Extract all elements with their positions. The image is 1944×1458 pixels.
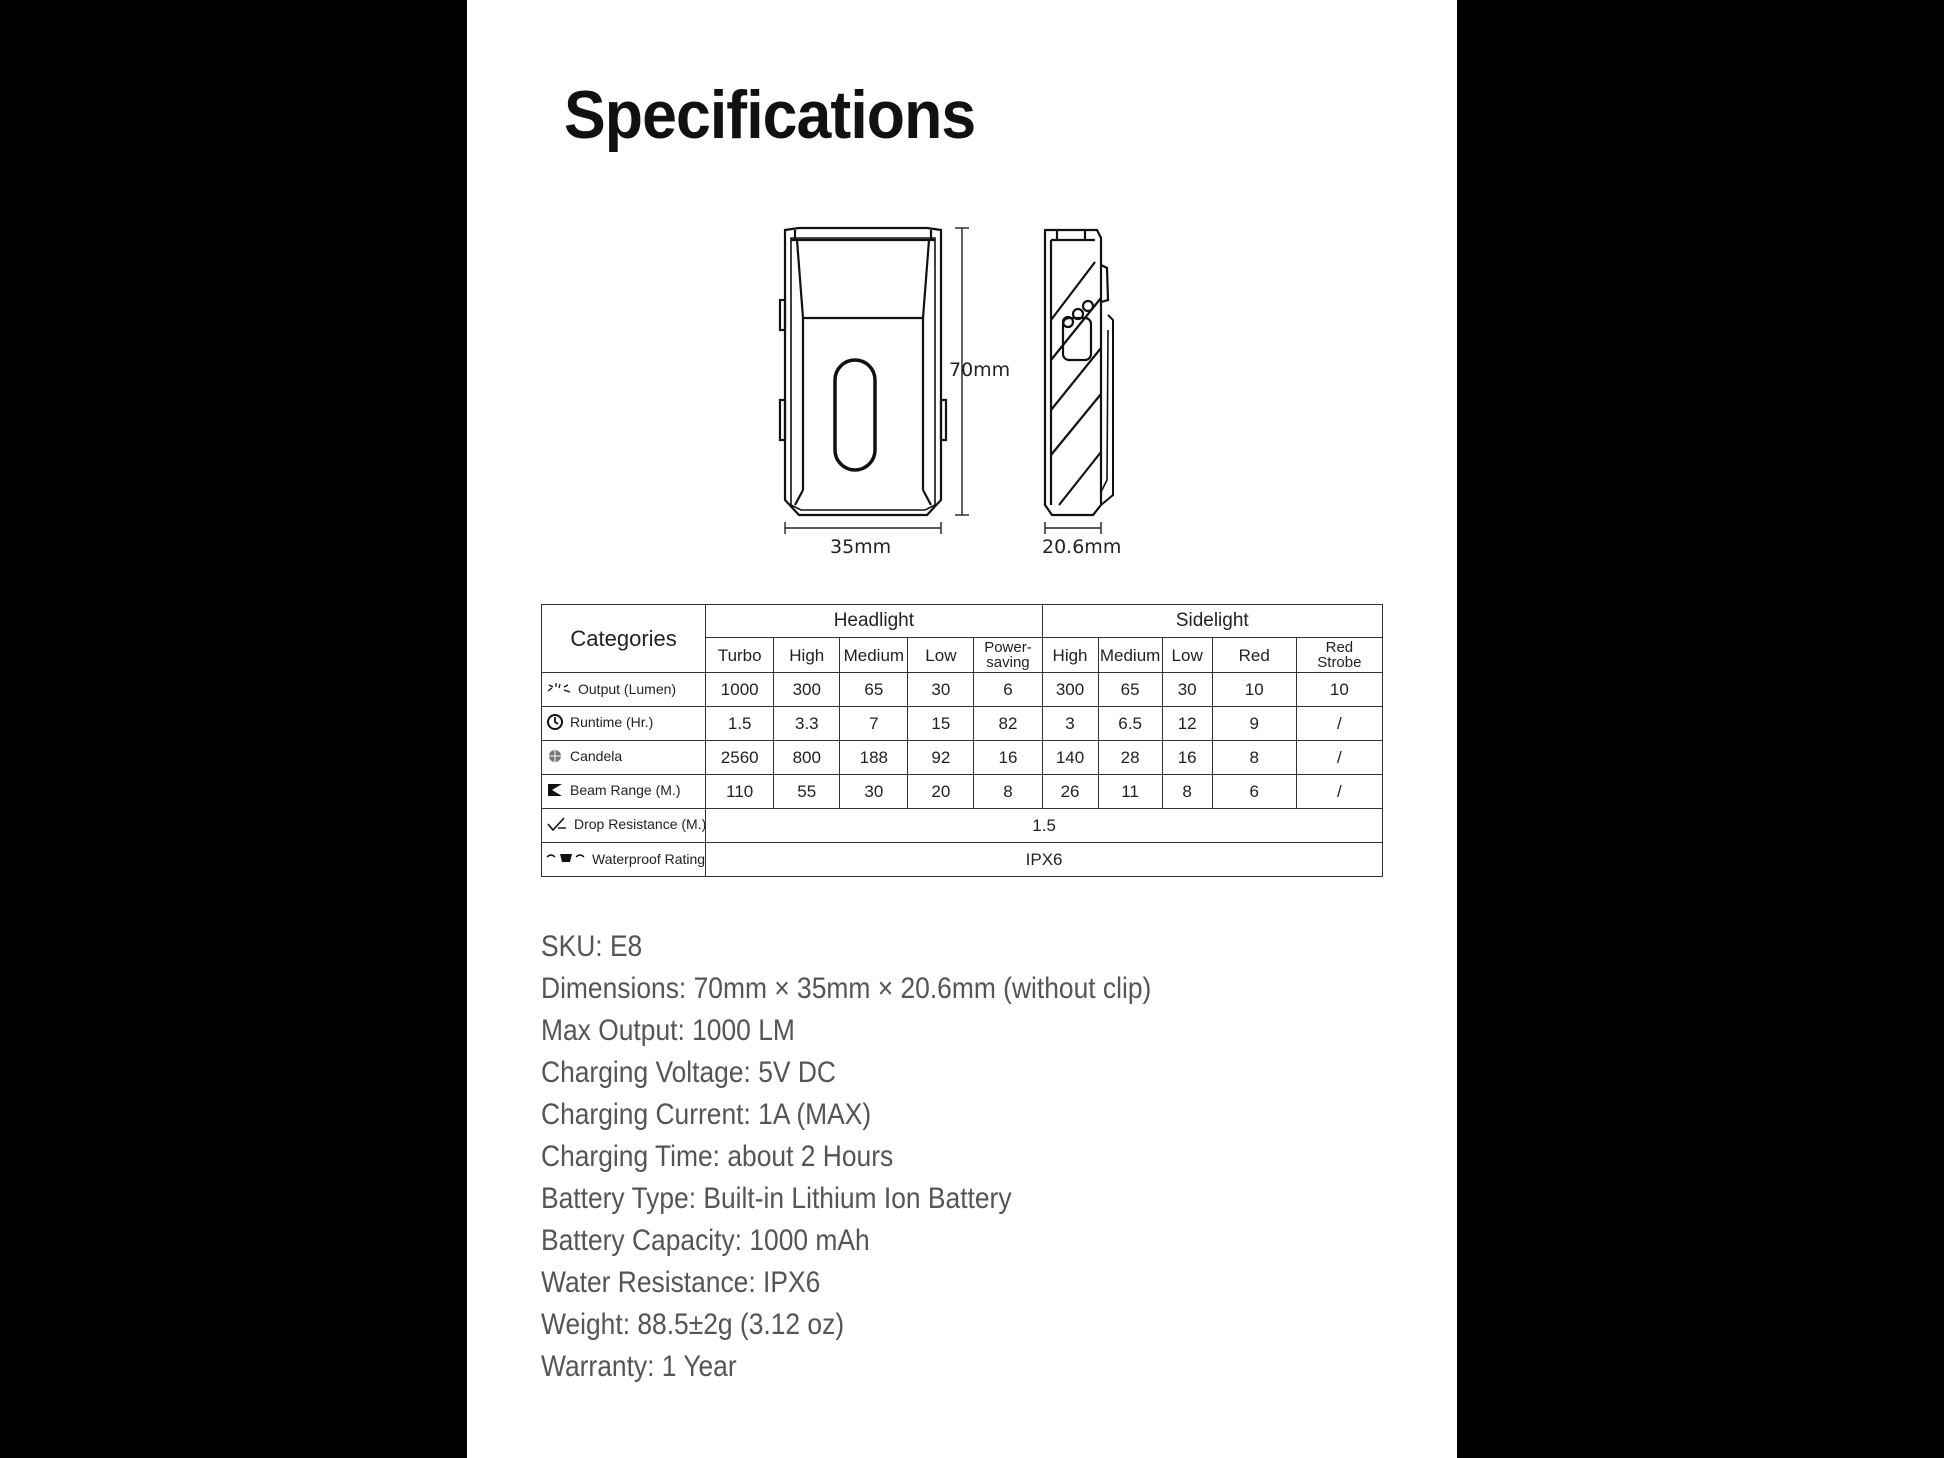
table-cell: 188 (840, 741, 908, 775)
spec-list (541, 926, 1235, 1388)
spec-page (467, 0, 1457, 1458)
table-cell: 110 (706, 775, 774, 809)
row-label: Candela (570, 748, 623, 765)
table-cell: 82 (974, 707, 1042, 741)
spec-item: Battery Capacity: 1000 mAh (541, 1224, 870, 1257)
mode-header: Medium (840, 638, 908, 673)
table-cell: 11 (1098, 775, 1162, 809)
row-label-cell (542, 843, 706, 877)
row-label: Beam Range (M.) (570, 782, 681, 799)
table-cell: 8 (1162, 775, 1212, 809)
table-cell: 30 (908, 673, 974, 707)
table-cell: 15 (908, 707, 974, 741)
table-row (542, 673, 1383, 707)
spec-item: Charging Time: about 2 Hours (541, 1140, 894, 1173)
row-label-cell (542, 775, 706, 809)
mode-header: Turbo (706, 638, 774, 673)
table-cell: 10 (1212, 673, 1296, 707)
candela-icon (546, 752, 564, 768)
table-cell: / (1296, 775, 1382, 809)
table-cell: 8 (1212, 741, 1296, 775)
table-cell: 3 (1042, 707, 1098, 741)
width-dimension-label: 35mm (830, 536, 892, 558)
spec-item: Weight: 88.5±2g (3.12 oz) (541, 1308, 845, 1341)
mode-header: Low (908, 638, 974, 673)
spec-item: Charging Voltage: 5V DC (541, 1056, 836, 1089)
table-cell: 65 (1098, 673, 1162, 707)
table-cell: 1.5 (706, 707, 774, 741)
spec-item: SKU: E8 (541, 930, 643, 963)
table-cell: 65 (840, 673, 908, 707)
row-label: Runtime (Hr.) (570, 714, 654, 731)
spec-item: Charging Current: 1A (MAX) (541, 1098, 872, 1131)
table-cell: / (1296, 741, 1382, 775)
spec-item: Warranty: 1 Year (541, 1350, 737, 1383)
depth-dimension-label: 20.6mm (1042, 536, 1122, 558)
mode-header: High (774, 638, 840, 673)
row-label-cell (542, 673, 706, 707)
row-label-cell (542, 707, 706, 741)
table-cell: 300 (1042, 673, 1098, 707)
mode-header: Low (1162, 638, 1212, 673)
table-cell: 55 (774, 775, 840, 809)
table-cell: / (1296, 707, 1382, 741)
row-label: Waterproof Rating (592, 850, 706, 867)
table-row (542, 775, 1383, 809)
mode-header: Medium (1098, 638, 1162, 673)
table-row (542, 707, 1383, 741)
table-cell: IPX6 (706, 843, 1383, 877)
table-cell: 300 (774, 673, 840, 707)
table-cell: 6 (974, 673, 1042, 707)
table-cell: 8 (974, 775, 1042, 809)
table-cell: 6.5 (1098, 707, 1162, 741)
row-label: Drop Resistance (M.) (574, 816, 707, 833)
output-icon (546, 682, 572, 698)
table-row (542, 809, 1383, 843)
row-label: Output (Lumen) (578, 680, 677, 697)
spec-table (541, 604, 1383, 877)
row-label-cell (542, 741, 706, 775)
drop-icon (546, 819, 568, 835)
beam-range-icon (546, 785, 564, 801)
spec-item: Max Output: 1000 LM (541, 1014, 795, 1047)
page-title: Specifications (564, 77, 976, 153)
height-dimension-label: 70mm (949, 359, 1011, 381)
mode-header: Red Strobe (1296, 638, 1382, 673)
table-cell: 30 (1162, 673, 1212, 707)
table-cell: 28 (1098, 741, 1162, 775)
categories-header: Categories (542, 605, 706, 673)
mode-header: High (1042, 638, 1098, 673)
table-cell: 26 (1042, 775, 1098, 809)
waterproof-icon (546, 852, 586, 868)
spec-item: Battery Type: Built-in Lithium Ion Battery (541, 1182, 1012, 1215)
mode-header: Power- saving (974, 638, 1042, 673)
table-cell: 800 (774, 741, 840, 775)
headlight-group-header: Headlight (706, 605, 1042, 638)
table-cell: 7 (840, 707, 908, 741)
row-label-cell (542, 809, 706, 843)
table-cell: 3.3 (774, 707, 840, 741)
table-cell: 30 (840, 775, 908, 809)
table-cell: 10 (1296, 673, 1382, 707)
product-drawing (467, 0, 1457, 580)
sidelight-group-header: Sidelight (1042, 605, 1382, 638)
table-cell: 16 (1162, 741, 1212, 775)
table-row (542, 741, 1383, 775)
table-cell: 20 (908, 775, 974, 809)
table-cell: 12 (1162, 707, 1212, 741)
clock-icon (546, 718, 564, 734)
table-row (542, 843, 1383, 877)
spec-item: Dimensions: 70mm × 35mm × 20.6mm (without clip) (541, 972, 1152, 1005)
table-cell: 92 (908, 741, 974, 775)
table-cell: 2560 (706, 741, 774, 775)
table-cell: 140 (1042, 741, 1098, 775)
table-cell: 1000 (706, 673, 774, 707)
table-cell: 9 (1212, 707, 1296, 741)
spec-item: Water Resistance: IPX6 (541, 1266, 821, 1299)
table-cell: 6 (1212, 775, 1296, 809)
table-cell: 1.5 (706, 809, 1383, 843)
mode-header: Red (1212, 638, 1296, 673)
table-cell: 16 (974, 741, 1042, 775)
